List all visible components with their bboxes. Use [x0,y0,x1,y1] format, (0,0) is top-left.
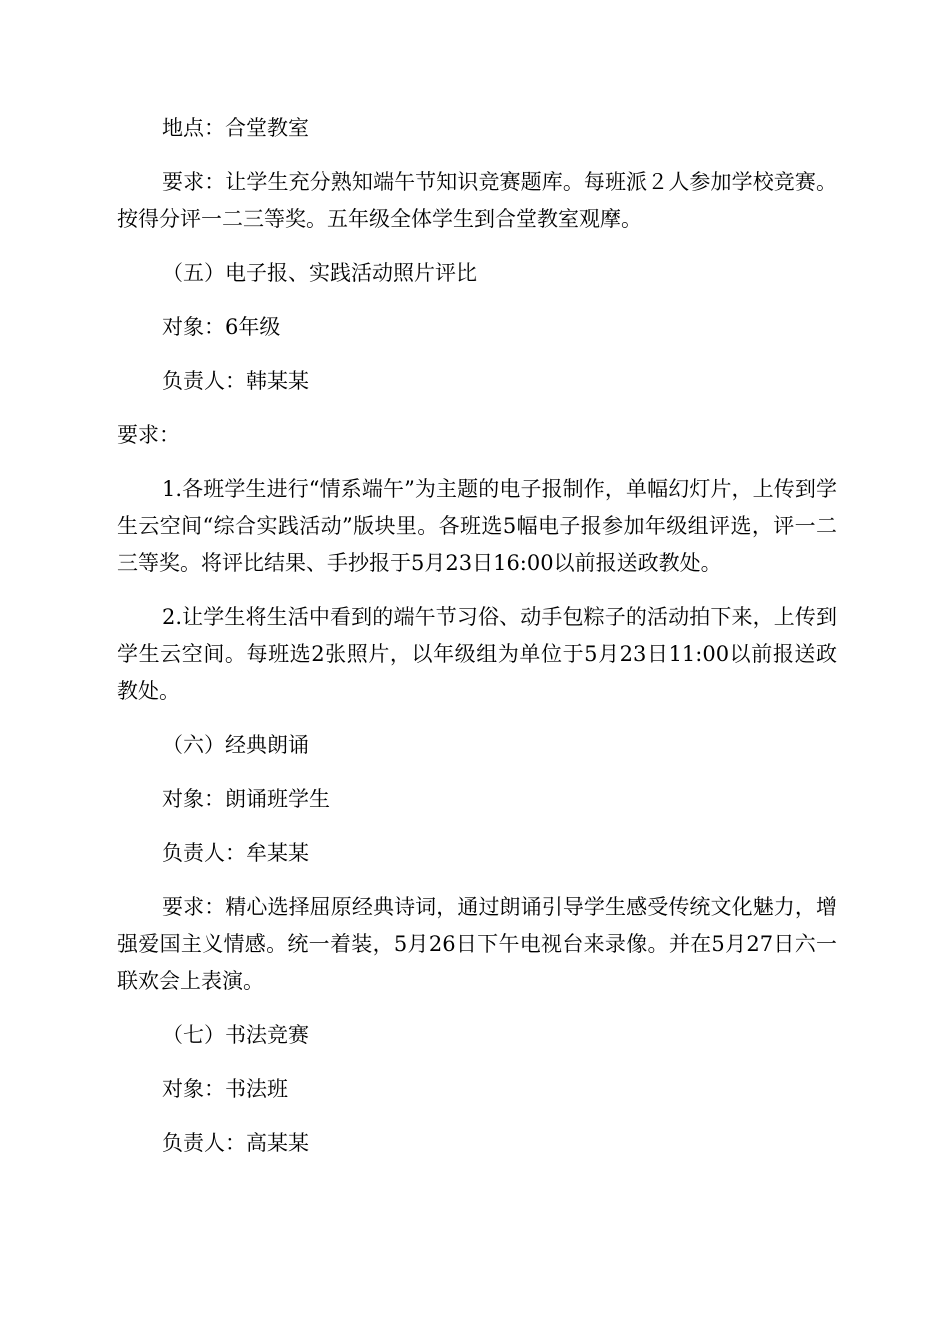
target-line: 对象：6年级 [162,315,281,339]
requirement-paragraph: 要求：让学生充分熟知端午节知识竞赛题库。每班派２人参加学校竞赛。按得分评一二三等奖。五年级全体学生到合堂教室观摩。 [117,170,837,231]
owner-line: 负责人：牟某某 [162,841,309,865]
requirement-item-1: 1.各班学生进行“情系端午”为主题的电子报制作，单幅幻灯片，上传到学生云空间“综合实践活动”版块里。各班选5幅电子报参加年级组评选，评一二三等奖。将评比结果、手抄报于5月23日16:00以前报送政教处。 [117,477,837,575]
section-heading-6: （六）经典朗诵 [162,733,309,757]
owner-line: 负责人：韩某某 [162,369,309,393]
target-line: 对象：朗诵班学生 [162,787,330,811]
target-line: 对象：书法班 [162,1077,288,1101]
requirement-item-2: 2.让学生将生活中看到的端午节习俗、动手包粽子的活动拍下来，上传到学生云空间。每班选2张照片，以年级组为单位于5月23日11:00以前报送政教处。 [117,605,837,703]
requirement-paragraph: 要求：精心选择屈原经典诗词，通过朗诵引导学生感受传统文化魅力，增强爱国主义情感。统一着装，5月26日下午电视台来录像。并在5月27日六一联欢会上表演。 [117,895,837,993]
section-heading-7: （七）书法竞赛 [162,1023,309,1047]
location-line: 地点：合堂教室 [162,116,309,140]
document-page [117,110,837,1162]
owner-line: 负责人：高某某 [162,1131,309,1155]
requirement-label: 要求： [117,423,180,447]
section-heading-5: （五）电子报、实践活动照片评比 [162,261,477,285]
